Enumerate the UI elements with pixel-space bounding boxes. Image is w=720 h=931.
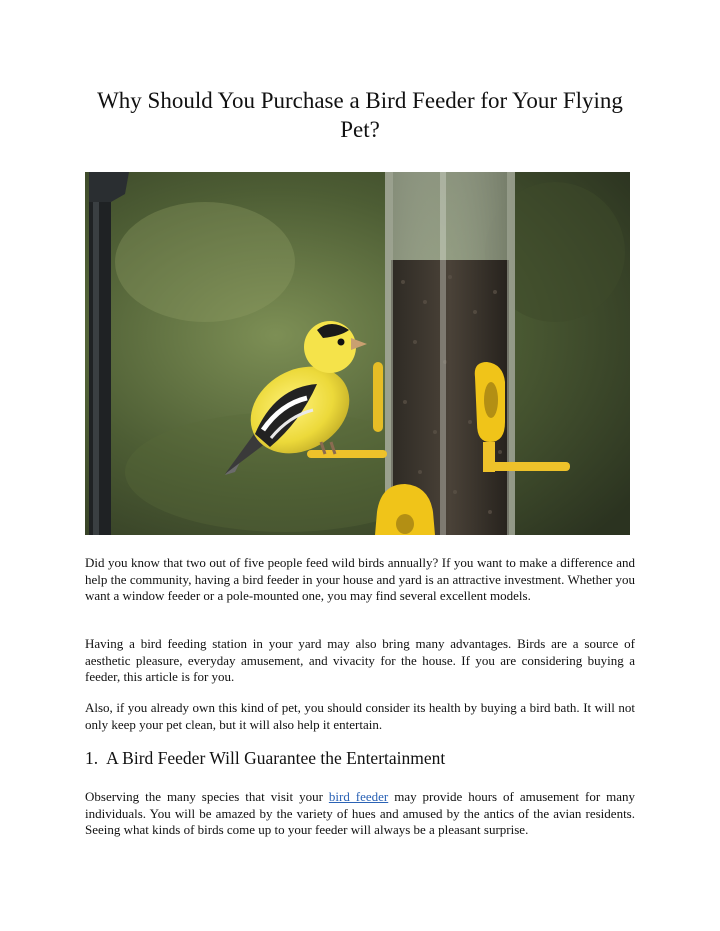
section-number: 1. [85, 748, 99, 768]
paragraph-text-after-link: may provide hours of amusement for many individuals. You will be amazed by the variety of hues and amused by the antics of the avian residents. Seeing what kinds of birds come up to your feeder will always be a pleasant surprise. [85, 789, 635, 837]
entertainment-paragraph [85, 789, 635, 839]
article-title: Why Should You Purchase a Bird Feeder for Your Flying Pet? [97, 88, 623, 142]
bird-feeder-link[interactable]: bird feeder [328, 789, 389, 804]
feeder-port-left [373, 362, 383, 432]
intro-paragraph: Did you know that two out of five people feed wild birds annually? If you want to make a difference and help the community, having a bird feeder in your house and yard is an attractive investment. Whether you want a window feeder or a pole-mounted one, you may find several excellent models. [85, 555, 635, 603]
pole [89, 172, 111, 535]
benefits-paragraph: Having a bird feeding station in your yard may also bring many advantages. Birds are a source of aesthetic pleasure, everyday amusement, and vivacity for the house. If you are considering buying a feeder, this article is for you. [85, 636, 635, 684]
paragraph-text-before-link: Observing the many species that visit your [85, 789, 329, 804]
bird-feeder-photo [85, 172, 630, 535]
section-heading-text: A Bird Feeder Will Guarantee the Entertainment [106, 748, 446, 768]
bird-bath-paragraph: Also, if you already own this kind of pet, you should consider its health by buying a bird bath. It will not only keep your pet clean, but it will also help it entertain. [85, 700, 635, 732]
perch [307, 450, 387, 458]
section-heading-1 [85, 747, 445, 769]
